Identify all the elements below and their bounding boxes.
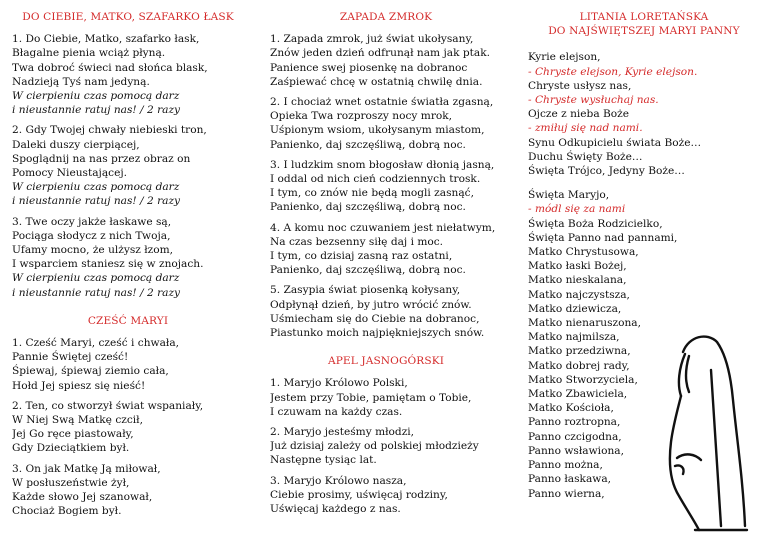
verse-line: 1. Zapada zmrok, już świat ukołysany, [270, 33, 474, 46]
litany-response: - zmiłuj się nad nami. [528, 122, 643, 135]
litany-response: - módl się za nami [528, 203, 626, 216]
column-1 [12, 10, 244, 537]
verse [12, 462, 244, 519]
verse [12, 399, 244, 456]
verse-line: Już dzisiaj zależy od polskiej młodzieży [270, 440, 479, 453]
litany-invocation: Matko Chrystusowa, [528, 246, 639, 259]
song-title-zapada-zmrok: ZAPADA ZMROK [339, 11, 433, 23]
verse-line: Jestem przy Tobie, pamiętam o Tobie, [270, 391, 472, 404]
mary-figure-illustration [655, 330, 755, 535]
verse-line: Spoglądnij na nas przez obraz on [12, 152, 191, 165]
verse-line: Znów jeden dzień odfrunął nam jak ptak. [270, 47, 490, 60]
litany-invocation: Duchu Święty Boże… [528, 150, 643, 163]
verse [12, 32, 244, 117]
verse-line: 1. Maryjo Królowo Polski, [270, 377, 408, 390]
refrain-line: i nieustannie ratuj nas! / 2 razy [12, 286, 181, 299]
verse-line: Opieka Twa rozproszy nocy mrok, [270, 110, 453, 123]
verse-line: Hołd Jej spiesz się nieść! [12, 379, 146, 392]
song-title-czesc-maryi: CZEŚĆ MARYI [87, 314, 169, 327]
verse-line: 4. A komu noc czuwaniem jest niełatwym, [270, 221, 496, 234]
litany-invocation: Matko dobrej rady, [528, 359, 630, 372]
litany-invocation: Synu Odkupicielu świata Boże… [528, 136, 702, 149]
song-title-do-ciebie-matko: DO CIEBIE, MATKO, SZAFARKO ŁASK [22, 11, 234, 23]
song-verses [270, 32, 502, 340]
verse-line: Panienko, daj szczęśliwą, dobrą noc. [270, 138, 466, 151]
litany-invocation: Kyrie elejson, [528, 51, 601, 64]
verse-line: Twa dobroć świeci nad słońca blask, [12, 61, 208, 74]
refrain-line: i nieustannie ratuj nas! / 2 razy [12, 195, 181, 208]
verse-line: Odpłynął dzień, by jutro wrócić znów. [270, 298, 472, 311]
verse-line: Uśmiecham się do Ciebie na dobranoc, [270, 312, 480, 325]
verse [270, 95, 502, 152]
verse-line: Pomocy Nieustającej. [12, 167, 127, 180]
song-verses [12, 336, 244, 518]
verse-line: I wsparciem staniesz się w znojach. [12, 258, 204, 271]
verse-line: W posłuszeństwie żył, [12, 476, 130, 489]
song-verses [270, 376, 502, 516]
litany-invocation: Święta Boża Rodzicielko, [528, 217, 663, 230]
verse-line: Zaśpiewać chcę w ostatnią chwilę dnia. [270, 75, 483, 88]
verse-line: Śpiewaj, śpiewaj ziemio cała, [12, 365, 169, 378]
litany-invocation: Matko Zbawiciela, [528, 388, 628, 401]
verse [270, 425, 502, 468]
verse-line: Jej Go ręce piastowały, [12, 428, 134, 441]
song-title-apel-jasnogorski: APEL JASNOGÓRSKI [327, 355, 445, 368]
verse-line: Nadzieją Tyś nam jedyną. [12, 75, 150, 88]
verse [12, 215, 244, 300]
verse-line: Panienko, daj szczęśliwą, dobrą noc. [270, 201, 466, 214]
column-2 [270, 10, 502, 537]
verse-line: I tym, co znów nie będą mogli zasnąć, [270, 187, 474, 200]
verse [270, 221, 502, 278]
verse-line: 3. Twe oczy jakże łaskawe są, [12, 215, 172, 228]
litany-invocation: Panno można, [528, 459, 603, 472]
verse-line: Błagalne pienia wciąż płyną. [12, 47, 166, 60]
litany-invocation: Matko łaski Bożej, [528, 260, 627, 273]
litany-title-line-2: DO NAJŚWIĘTSZEJ MARYI PANNY [548, 25, 740, 38]
verse [12, 336, 244, 393]
litany-invocation: Chryste usłysz nas, [528, 79, 632, 92]
verse-line: Pociąga słodycz z nich Twoja, [12, 229, 171, 242]
litany-invocation: Matko Stworzyciela, [528, 373, 638, 386]
verse [12, 123, 244, 208]
litany-invocation: Matko najczystsza, [528, 288, 630, 301]
verse-line: 2. Gdy Twojej chwały niebieski tron, [12, 124, 207, 137]
song-verses [12, 32, 244, 300]
verse-line: 1. Do Ciebie, Matko, szafarko łask, [12, 33, 200, 46]
verse-line: Panience swej piosenkę na dobranoc [270, 61, 468, 74]
litany-invocation: Panno czcigodna, [528, 430, 622, 443]
litany-invocation: Święta Maryjo, [528, 189, 610, 202]
litany-invocation: Panno łaskawa, [528, 473, 612, 486]
verse-line: 2. Ten, co stworzył świat wspaniały, [12, 399, 204, 412]
litany-invocation: Święta Panno nad pannami, [528, 231, 678, 244]
litany-invocation: Ojcze z nieba Boże [528, 108, 630, 121]
verse-line: Piastunko moich najpiękniejszych snów. [270, 327, 485, 340]
verse-line: Uśpionym wsiom, ukołysanym miastom, [270, 124, 485, 137]
verse-line: 3. On jak Matkę Ją miłował, [12, 462, 161, 475]
verse-line: Ufamy mocno, że ulżysz łzom, [12, 244, 174, 257]
refrain-line: W cierpieniu czas pomocą darz [12, 181, 180, 194]
refrain-line: i nieustannie ratuj nas! / 2 razy [12, 104, 181, 117]
litany-title [528, 10, 760, 38]
litany-response: - Chryste wysłuchaj nas. [528, 94, 659, 107]
litany-invocation: Matko Kościoła, [528, 402, 614, 415]
litany-title-line-1: LITANIA LORETAŃSKA [579, 11, 709, 23]
verse [270, 158, 502, 215]
verse-line: I czuwam na każdy czas. [270, 405, 403, 418]
verse-line: Na czas bezsenny siłę daj i moc. [270, 235, 444, 248]
verse-line: Gdy Dzieciątkiem był. [12, 442, 130, 455]
verse-line: I tym, co dzisiaj zasną raz ostatni, [270, 250, 453, 263]
litany-invocation: Panno wierna, [528, 487, 605, 500]
verse-line: 2. I chociaż wnet ostatnie światła zgasną, [270, 96, 494, 109]
litany-response: - Chryste elejson, Kyrie elejson. [528, 65, 698, 78]
verse-line: Ciebie prosimy, uświęcaj rodziny, [270, 488, 448, 501]
verse [270, 283, 502, 340]
verse-line: Daleki duszy cierpiącej, [12, 138, 140, 151]
litany-invocation: Matko dziewicza, [528, 302, 622, 315]
verse-line: W Niej Swą Matkę czcił, [12, 414, 143, 427]
verse-line: Każde słowo Jej szanował, [12, 491, 153, 504]
verse-line: I oddal od nich cień codziennych trosk. [270, 173, 481, 186]
verse-line: Pannie Świętej cześć! [12, 351, 129, 364]
litany-invocation: Panno wsławiona, [528, 444, 624, 457]
verse-line: Panienko, daj szczęśliwą, dobrą noc. [270, 264, 466, 277]
verse-line: Chociaż Bogiem był. [12, 505, 122, 518]
verse [270, 32, 502, 89]
verse [270, 474, 502, 517]
verse-line: 5. Zasypia świat piosenką kołysany, [270, 284, 461, 297]
litany-invocation: Święta Trójco, Jedyny Boże… [528, 165, 685, 178]
verse-line: Uświęcaj każdego z nas. [270, 503, 401, 516]
verse [270, 376, 502, 419]
litany-invocation: Matko przedziwna, [528, 345, 631, 358]
litany-invocation: Matko nieskalana, [528, 274, 627, 287]
verse-line: Następne tysiąc lat. [270, 454, 377, 467]
litany-block-1 [528, 50, 760, 178]
refrain-line: W cierpieniu czas pomocą darz [12, 90, 180, 103]
litany-invocation: Matko najmilsza, [528, 331, 620, 344]
verse-line: 1. Cześć Maryi, cześć i chwała, [12, 337, 180, 350]
verse-line: 3. I ludzkim snom błogosław dłonią jasną, [270, 158, 495, 171]
litany-invocation: Panno roztropna, [528, 416, 621, 429]
refrain-line: W cierpieniu czas pomocą darz [12, 272, 180, 285]
litany-invocation: Matko nienaruszona, [528, 317, 641, 330]
verse-line: 2. Maryjo jesteśmy młodzi, [270, 426, 415, 439]
verse-line: 3. Maryjo Królowo nasza, [270, 474, 407, 487]
